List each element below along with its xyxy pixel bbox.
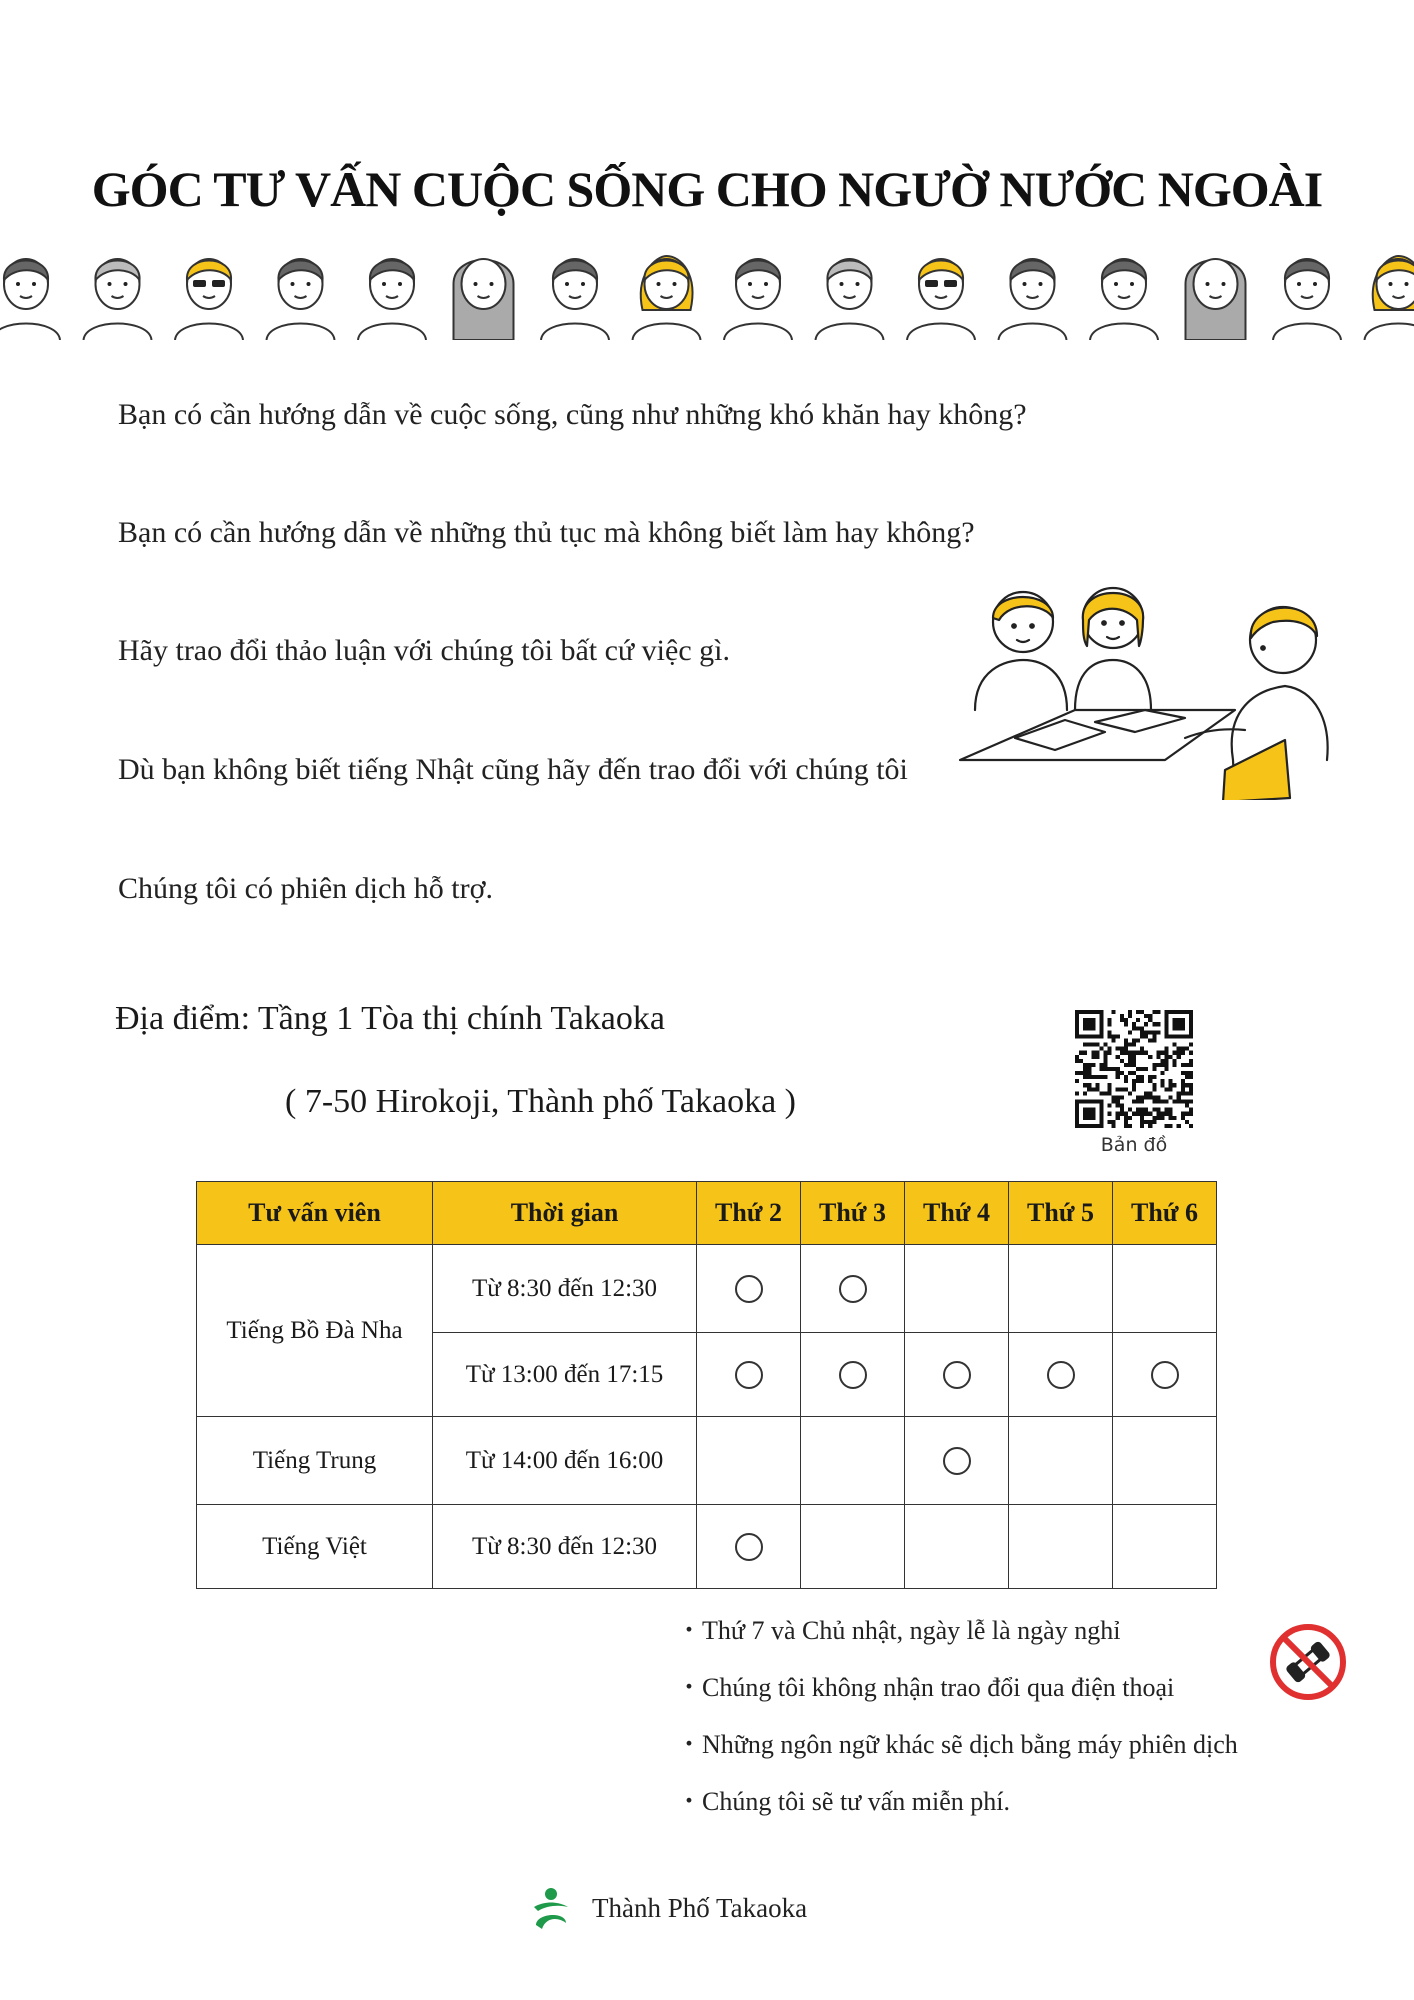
face-icon xyxy=(816,259,884,340)
available-circle-icon xyxy=(735,1361,763,1389)
available-circle-icon xyxy=(943,1361,971,1389)
intro-line-5: Chúng tôi có phiên dịch hỗ trợ. xyxy=(118,872,493,905)
location-line-2: ( 7-50 Hirokoji, Thành phố Takaoka ) xyxy=(285,1083,796,1120)
day-cell xyxy=(1009,1417,1113,1505)
header-counselor: Tư vấn viên xyxy=(197,1182,433,1245)
day-cell xyxy=(1113,1505,1217,1589)
face-icon xyxy=(724,259,792,340)
face-icon xyxy=(0,259,60,340)
face-icon xyxy=(907,259,975,340)
header-fri: Thứ 6 xyxy=(1113,1182,1217,1245)
face-icon xyxy=(1365,256,1414,340)
header-thu: Thứ 5 xyxy=(1009,1182,1113,1245)
faces-banner xyxy=(0,244,1414,340)
day-cell xyxy=(697,1417,801,1505)
location-line-1: Địa điểm: Tầng 1 Tòa thị chính Takaoka xyxy=(115,1000,665,1037)
note-4: ・Chúng tôi sẽ tư vấn miễn phí. xyxy=(676,1787,1011,1816)
header-tue: Thứ 3 xyxy=(801,1182,905,1245)
day-cell xyxy=(697,1333,801,1417)
intro-line-4: Dù bạn không biết tiếng Nhật cũng hãy đến trao đổi với chúng tôi xyxy=(118,753,908,786)
available-circle-icon xyxy=(1151,1361,1179,1389)
intro-line-3: Hãy trao đổi thảo luận với chúng tôi bất cứ việc gì. xyxy=(118,634,730,667)
time-slot: Từ 8:30 đến 12:30 xyxy=(433,1505,697,1589)
day-cell xyxy=(1009,1505,1113,1589)
face-icon xyxy=(999,259,1067,340)
face-icon xyxy=(358,259,426,340)
available-circle-icon xyxy=(839,1361,867,1389)
day-cell xyxy=(1113,1333,1217,1417)
consultation-illustration xyxy=(955,560,1335,800)
page-title: GÓC TƯ VẤN CUỘC SỐNG CHO NGƯỜ NƯỚC NGOÀI xyxy=(91,161,1323,217)
available-circle-icon xyxy=(1047,1361,1075,1389)
note-1: ・Thứ 7 và Chủ nhật, ngày lễ là ngày nghỉ xyxy=(676,1616,1121,1645)
day-cell xyxy=(801,1245,905,1333)
intro-line-2: Bạn có cần hướng dẫn về những thủ tục mà không biết làm hay không? xyxy=(118,516,975,549)
time-slot: Từ 13:00 đến 17:15 xyxy=(433,1333,697,1417)
day-cell xyxy=(697,1505,801,1589)
footer-city-name: Thành Phố Takaoka xyxy=(592,1893,808,1923)
counselor-language: Tiếng Trung xyxy=(197,1417,433,1505)
header-wed: Thứ 4 xyxy=(905,1182,1009,1245)
note-3: ・Những ngôn ngữ khác sẽ dịch bằng máy phiên dịch xyxy=(676,1730,1238,1759)
face-icon xyxy=(1186,259,1246,340)
counselor-language: Tiếng Việt xyxy=(197,1505,433,1589)
face-icon xyxy=(633,256,701,340)
available-circle-icon xyxy=(839,1275,867,1303)
day-cell xyxy=(905,1333,1009,1417)
map-label: Bản đồ xyxy=(1100,1134,1168,1156)
available-circle-icon xyxy=(943,1447,971,1475)
available-circle-icon xyxy=(735,1533,763,1561)
header-time: Thời gian xyxy=(433,1182,697,1245)
table-row xyxy=(197,1505,1217,1589)
day-cell xyxy=(801,1505,905,1589)
day-cell xyxy=(905,1417,1009,1505)
face-icon xyxy=(175,259,243,340)
counselor-language: Tiếng Bồ Đà Nha xyxy=(197,1245,433,1417)
face-icon xyxy=(1090,259,1158,340)
table-row xyxy=(197,1245,1217,1333)
day-cell xyxy=(697,1245,801,1333)
no-phone-icon xyxy=(1268,1622,1348,1702)
takaoka-city-logo xyxy=(528,1885,574,1931)
face-icon xyxy=(267,259,335,340)
day-cell xyxy=(1113,1245,1217,1333)
face-icon xyxy=(454,259,514,340)
map-qr-code[interactable] xyxy=(1075,1010,1193,1128)
face-icon xyxy=(1273,259,1341,340)
day-cell xyxy=(1009,1333,1113,1417)
day-cell xyxy=(1009,1245,1113,1333)
face-icon xyxy=(541,259,609,340)
schedule-table xyxy=(196,1181,1217,1589)
day-cell xyxy=(801,1417,905,1505)
available-circle-icon xyxy=(735,1275,763,1303)
day-cell xyxy=(1113,1417,1217,1505)
time-slot: Từ 8:30 đến 12:30 xyxy=(433,1245,697,1333)
face-icon xyxy=(84,259,152,340)
note-2: ・Chúng tôi không nhận trao đổi qua điện thoại xyxy=(676,1673,1175,1702)
day-cell xyxy=(905,1245,1009,1333)
table-row xyxy=(197,1417,1217,1505)
time-slot: Từ 14:00 đến 16:00 xyxy=(433,1417,697,1505)
header-mon: Thứ 2 xyxy=(697,1182,801,1245)
day-cell xyxy=(801,1333,905,1417)
intro-line-1: Bạn có cần hướng dẫn về cuộc sống, cũng như những khó khăn hay không? xyxy=(118,398,1027,431)
day-cell xyxy=(905,1505,1009,1589)
table-header-row xyxy=(197,1182,1217,1245)
